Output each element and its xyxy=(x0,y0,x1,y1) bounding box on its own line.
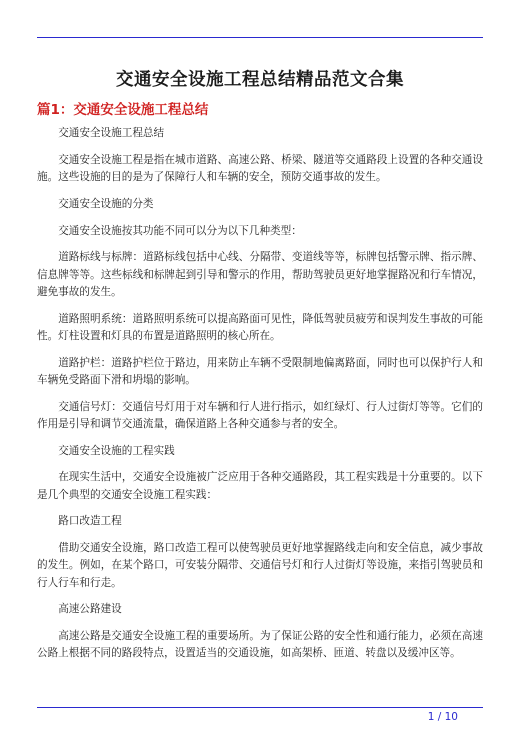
paragraph-heading: 交通安全设施的分类 xyxy=(58,197,154,210)
paragraph-heading: 高速公路建设 xyxy=(58,603,122,616)
document-title: 交通安全设施工程总结精品范文合集 xyxy=(116,70,404,90)
paragraph: 借助交通安全设施，路口改造工程可以使驾驶员更好地掌握路线走向和安全信息，减少事故的发生。例如，在某个路口，可安装分隔带、交通信号灯和行人过街灯等设施，来指引驾驶员和行人行车和行走。 xyxy=(37,542,483,589)
paragraph-heading: 交通安全设施的工程实践 xyxy=(58,444,175,457)
paragraph-heading: 交通安全设施工程总结 xyxy=(58,127,165,139)
footer-rule xyxy=(37,707,483,708)
paragraph: 道路标线与标牌：道路标线包括中心线、分隔带、变道线等等，标牌包括警示牌、指示牌、信息牌等等。这些标线和标牌起到引导和警示的作用，帮助驾驶员更好地掌握路况和行车情况，避免事故的发生。 xyxy=(37,251,483,298)
paragraph-heading: 路口改造工程 xyxy=(58,515,122,528)
paragraph: 道路护栏：道路护栏位于路边，用来防止车辆不受限制地偏离路面，同时也可以保护行人和车辆免受路面下滑和坍塌的影响。 xyxy=(37,356,483,386)
paragraph: 道路照明系统：道路照明系统可以提高路面可见性，降低驾驶员疲劳和误判发生事故的可能性。灯柱设置和灯具的布置是道路照明的核心所在。 xyxy=(37,312,483,342)
paragraph: 交通信号灯：交通信号灯用于对车辆和行人进行指示，如红绿灯、行人过街灯等等。它们的作用是引导和调节交通流量，确保道路上各种交通参与者的安全。 xyxy=(37,400,483,430)
header-rule xyxy=(37,37,483,38)
paragraph: 高速公路是交通安全设施工程的重要场所。为了保证公路的安全性和通行能力，必须在高速公路上根据不同的路段特点，设置适当的交通设施，如高架桥、匝道、转盘以及缓冲区等。 xyxy=(37,630,483,660)
section-title: 篇1：交通安全设施工程总结 xyxy=(37,102,209,118)
document-body xyxy=(37,125,483,672)
page-number: 1 / 10 xyxy=(427,711,458,723)
paragraph: 交通安全设施工程是指在城市道路、高速公路、桥梁、隧道等交通路段上设置的各种交通设施。这些设施的目的是为了保障行人和车辆的安全，预防交通事故的发生。 xyxy=(37,153,483,183)
paragraph: 交通安全设施按其功能不同可以分为以下几种类型： xyxy=(58,224,302,237)
paragraph: 在现实生活中，交通安全设施被广泛应用于各种交通路段，其工程实践是十分重要的。以下是几个典型的交通安全设施工程实践： xyxy=(37,471,483,501)
